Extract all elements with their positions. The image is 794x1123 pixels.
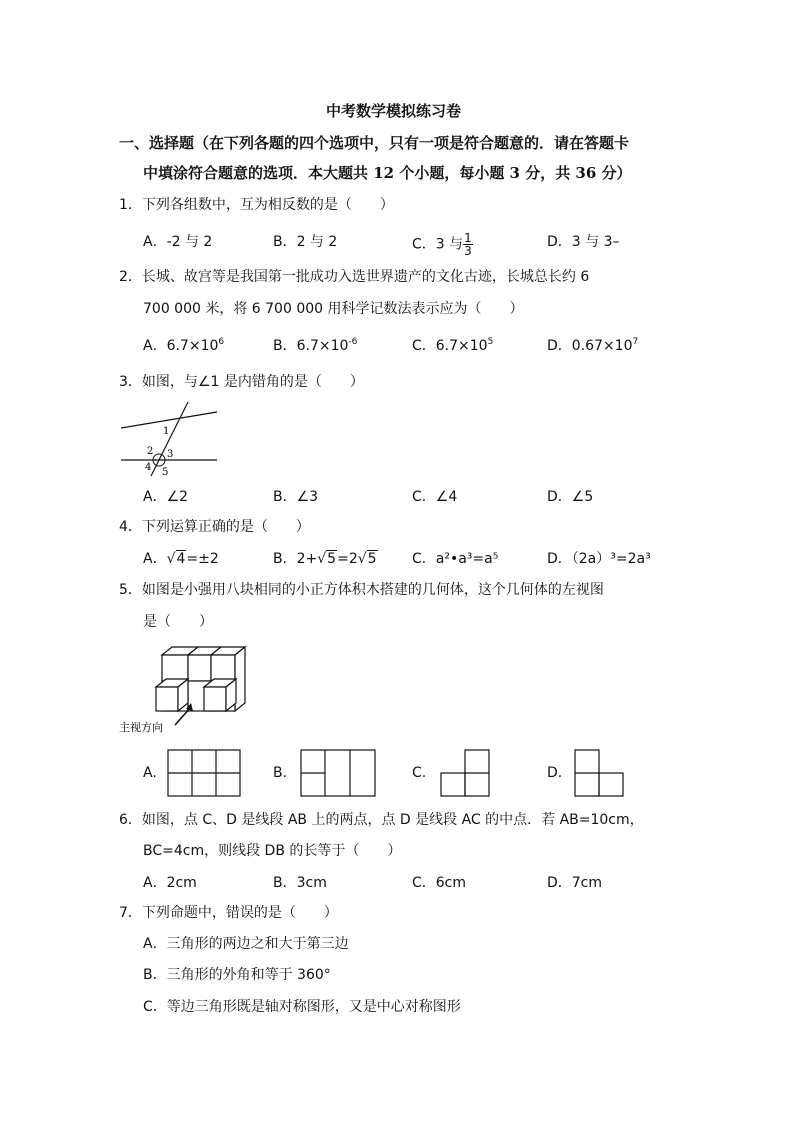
q2-stem-line2: 700 000 米，将 6 700 000 用科学记数法表示应为（ ） <box>143 301 524 317</box>
q6-option-b: B．3cm <box>273 875 327 891</box>
q1-option-c <box>412 232 473 257</box>
cube-face <box>211 655 235 681</box>
q1-option-d: D．3 与 3– <box>547 234 620 250</box>
q4-option-d: D．（2a）³=2a³ <box>547 551 651 567</box>
q2-option-b-base: B．6.7×10 <box>273 338 349 354</box>
angle-label-1: 1 <box>163 426 170 437</box>
q3-stem: 3．如图，与∠1 是内错角的是（ ） <box>119 374 364 390</box>
q6-option-c: C．6cm <box>412 875 467 891</box>
q6-option-d: D．7cm <box>547 875 603 891</box>
q5-option-b-label: B. <box>273 765 288 781</box>
section-heading-line2: 中填涂符合题意的选项．本大题共 12 个小题，每小题 3 分，共 36 分） <box>143 164 632 182</box>
q4-option-a-radicand: 4 <box>176 551 186 567</box>
q4-option-c: C．a²•a³=a⁵ <box>412 551 499 567</box>
q7-option-b: B．三角形的外角和等于 360° <box>143 967 331 983</box>
q6-option-a: A．2cm <box>143 875 197 891</box>
sqrt-icon: √ <box>317 551 327 567</box>
q2-option-d <box>547 336 638 356</box>
q5-stem-line1: 5．如图是小强用八块相同的小正方体积木搭建的几何体，这个几何体的左视图 <box>119 582 604 598</box>
q4-option-a-result: =±2 <box>186 551 219 567</box>
q7-option-a: A．三角形的两边之和大于第三边 <box>143 936 349 952</box>
q4-option-b-radicand: 5 <box>327 551 337 567</box>
cube-face <box>162 655 188 681</box>
q4-option-b-label: B．2+ <box>273 551 318 567</box>
view-outline <box>441 773 465 796</box>
page-title: 中考数学模拟练习卷 <box>326 102 462 120</box>
q2-option-b <box>273 336 357 356</box>
q2-option-a <box>143 336 224 356</box>
q4-stem: 4．下列运算正确的是（ ） <box>119 519 310 535</box>
view-outline <box>599 773 623 796</box>
q7-stem: 7．下列命题中，错误的是（ ） <box>119 905 338 921</box>
q4-option-a-label: A． <box>143 551 167 567</box>
q5-option-c-view <box>440 749 490 797</box>
sqrt-icon: √ <box>166 551 176 567</box>
q7-option-c: C．等边三角形既是轴对称图形，又是中心对称图形 <box>143 999 461 1015</box>
q1-stem: 1．下列各组数中，互为相反数的是（ ） <box>119 197 394 213</box>
angle-label-4: 4 <box>145 462 152 473</box>
cube-face <box>156 687 178 711</box>
q2-option-c <box>412 336 493 356</box>
q2-option-d-base: D．0.67×10 <box>547 338 633 354</box>
fraction-numerator: 1 <box>464 231 472 245</box>
angle-label-5: 5 <box>162 467 169 478</box>
q5-option-d-view <box>574 749 624 797</box>
q4-option-a <box>143 549 219 569</box>
q1-option-a: A．-2 与 2 <box>143 234 213 250</box>
q6-stem-line1: 6．如图，点 C、D 是线段 AB 上的两点，点 D 是线段 AC 的中点．若 AB=10cm， <box>119 812 644 828</box>
sqrt-icon: √ <box>357 551 367 567</box>
angle-label-3: 3 <box>167 449 174 460</box>
q2-option-d-exponent: 7 <box>632 337 639 347</box>
q2-stem-line1: 2．长城、故宫等是我国第一批成功入选世界遗产的文化古迹，长城总长约 6 <box>119 269 590 285</box>
view-direction-caption: 主视方向 <box>119 721 163 734</box>
q2-option-c-exponent: 5 <box>487 337 494 347</box>
fraction <box>463 232 473 257</box>
q3-option-b: B．∠3 <box>273 489 319 505</box>
q5-option-d-label: D. <box>547 765 563 781</box>
q3-angle-figure <box>119 400 219 478</box>
q2-option-c-base: C．6.7×10 <box>412 338 488 354</box>
q5-cube-figure <box>119 645 259 740</box>
q2-option-a-exponent: 6 <box>218 337 225 347</box>
cube-face <box>204 687 226 711</box>
q5-option-b-view <box>300 749 376 797</box>
transversal-line <box>151 402 188 476</box>
q5-option-a-view <box>167 749 241 797</box>
cube-face <box>188 655 211 681</box>
q1-option-b: B．2 与 2 <box>273 234 338 250</box>
q4-option-b <box>273 549 378 569</box>
section-heading-line1: 一、选择题（在下列各题的四个选项中，只有一项是符合题意的．请在答题卡 <box>119 134 630 152</box>
q5-stem-line2: 是（ ） <box>143 614 213 630</box>
angle-label-2: 2 <box>147 446 154 457</box>
q6-stem-line2: BC=4cm，则线段 DB 的长等于（ ） <box>143 843 402 859</box>
q5-option-a-label: A. <box>143 765 157 781</box>
q1-option-c-label: C．3 与 <box>412 236 464 253</box>
fraction-denominator: 3 <box>464 244 472 258</box>
q3-option-d: D．∠5 <box>547 489 594 505</box>
q4-option-b-radicand2: 5 <box>367 551 377 567</box>
q3-option-a: A．∠2 <box>143 489 189 505</box>
q2-option-b-exponent: -6 <box>348 337 358 347</box>
q2-option-a-base: A．6.7×10 <box>143 338 219 354</box>
q3-option-c: C．∠4 <box>412 489 458 505</box>
q5-option-c-label: C. <box>412 765 427 781</box>
q4-option-b-equals: =2 <box>337 551 358 567</box>
